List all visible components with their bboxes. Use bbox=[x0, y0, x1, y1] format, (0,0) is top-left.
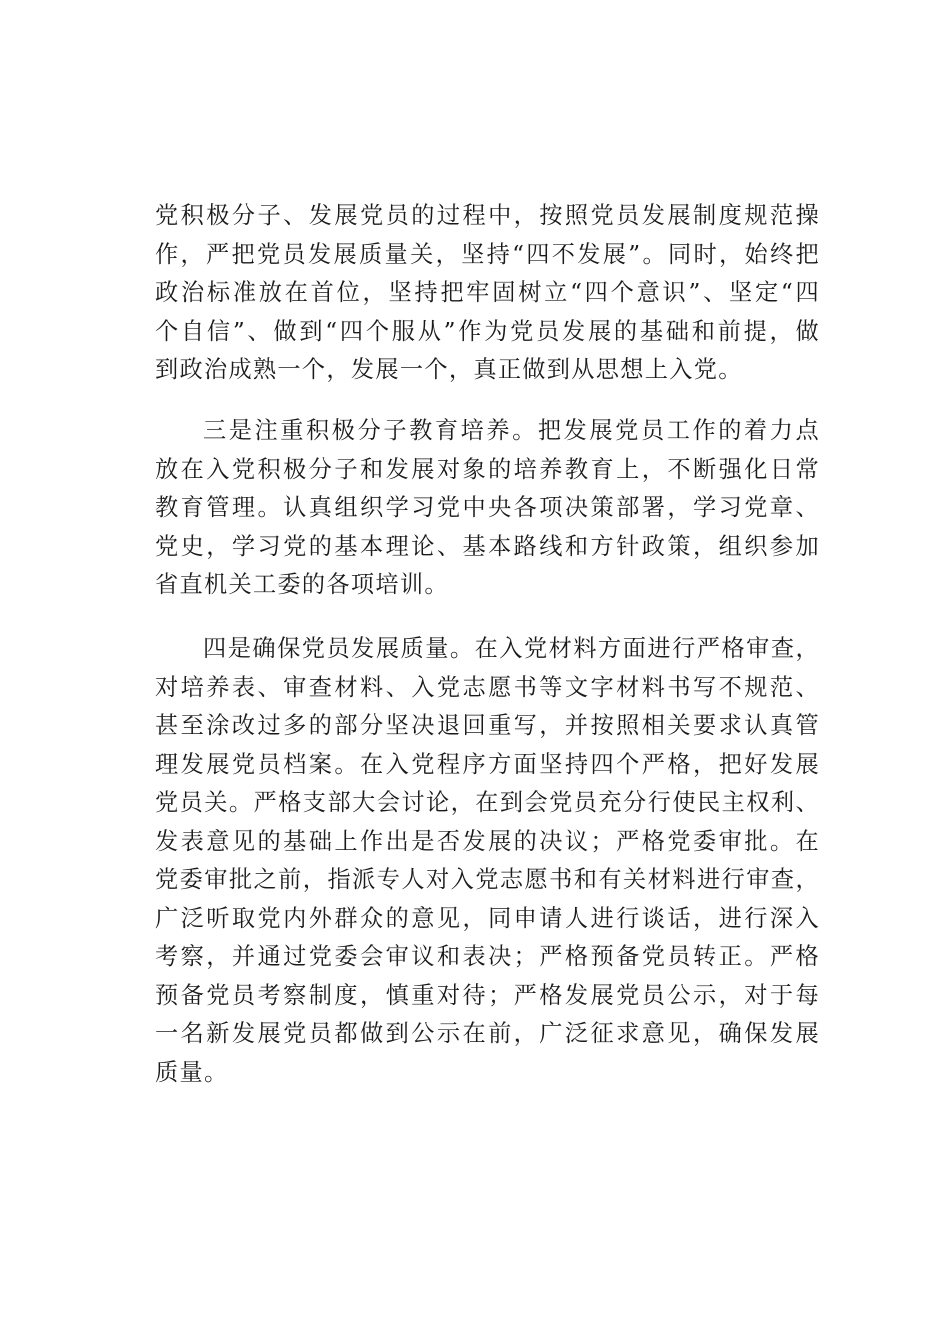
paragraph-point-four bbox=[155, 630, 820, 1092]
text-line: 党史，学习党的基本理论、基本路线和方针政策，组织参加 bbox=[155, 532, 820, 560]
text-line: 对培养表、审查材料、入党志愿书等文字材料书写不规范、 bbox=[155, 673, 820, 701]
text-line: 到政治成熟一个，发展一个，真正做到从思想上入党。 bbox=[155, 356, 743, 383]
text-line: 作，严把党员发展质量关，坚持“四不发展”。同时，始终把 bbox=[155, 240, 820, 268]
text-line: 四是确保党员发展质量。在入党材料方面进行严格审查， bbox=[203, 635, 820, 662]
text-line: 个自信”、做到“四个服从”作为党员发展的基础和前提，做 bbox=[155, 317, 820, 345]
text-line: 政治标准放在首位，坚持把牢固树立“四个意识”、坚定“四 bbox=[155, 279, 820, 306]
text-line: 一名新发展党员都做到公示在前，广泛征求意见，确保发展 bbox=[155, 1020, 820, 1047]
text-line: 理发展党员档案。在入党程序方面坚持四个严格，把好发展 bbox=[155, 750, 820, 778]
text-line: 甚至涂改过多的部分坚决退回重写，并按照相关要求认真管 bbox=[155, 712, 820, 739]
paragraph-point-three bbox=[155, 412, 820, 605]
text-line: 三是注重积极分子教育培养。把发展党员工作的着力点 bbox=[203, 417, 820, 444]
text-line: 放在入党积极分子和发展对象的培养教育上，不断强化日常 bbox=[155, 455, 820, 483]
text-line: 广泛听取党内外群众的意见，同申请人进行谈话，进行深入 bbox=[155, 904, 820, 932]
text-line: 质量。 bbox=[155, 1058, 229, 1086]
text-line: 省直机关工委的各项培训。 bbox=[155, 571, 449, 598]
text-line: 预备党员考察制度，慎重对待；严格发展党员公示，对于每 bbox=[155, 981, 820, 1009]
text-line: 党员关。严格支部大会讨论，在到会党员充分行使民主权利、 bbox=[155, 789, 820, 816]
text-line: 党委审批之前，指派专人对入党志愿书和有关材料进行审查， bbox=[155, 866, 820, 893]
text-line: 党积极分子、发展党员的过程中，按照党员发展制度规范操 bbox=[155, 202, 820, 229]
text-line: 发表意见的基础上作出是否发展的决议；严格党委审批。在 bbox=[155, 827, 820, 855]
text-line: 考察，并通过党委会审议和表决；严格预备党员转正。严格 bbox=[155, 943, 820, 970]
text-line: 教育管理。认真组织学习党中央各项决策部署，学习党章、 bbox=[155, 494, 820, 521]
paragraph-continuation bbox=[155, 197, 820, 390]
